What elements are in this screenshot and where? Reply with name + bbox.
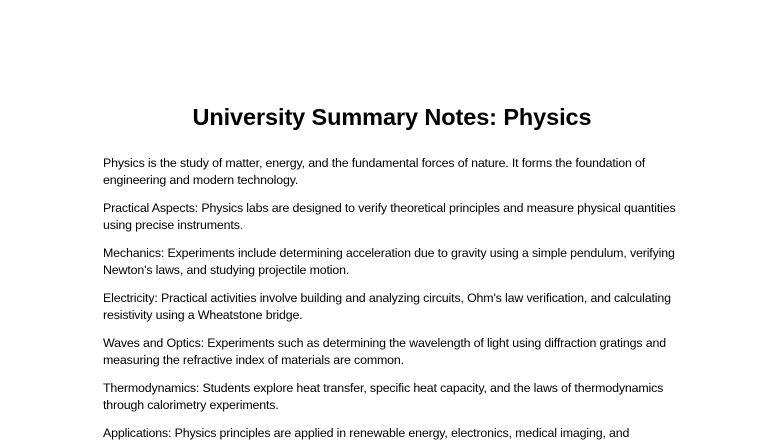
paragraph-practical-aspects: Practical Aspects: Physics labs are designed to verify theoretical principles and measure physical quantities using precise instruments.: [103, 201, 676, 232]
paragraph-mechanics: Mechanics: Experiments include determining acceleration due to gravity using a simple pendulum, verifying Newton's laws, and studying projectile motion.: [103, 246, 675, 277]
paragraph-applications: Applications: Physics principles are applied in renewable energy, electronics, medical imaging, and: [103, 426, 630, 440]
document-body: [103, 155, 693, 441]
paragraph-electricity: Electricity: Practical activities involve building and analyzing circuits, Ohm's law verification, and calculating resistivity using a Wheatstone bridge.: [103, 291, 671, 322]
paragraph-waves-optics: Waves and Optics: Experiments such as determining the wavelength of light using diffraction gratings and measuring the refractive index of materials are common.: [103, 336, 666, 367]
document-title: University Summary Notes: Physics: [192, 104, 592, 130]
paragraph-intro: Physics is the study of matter, energy, and the fundamental forces of nature. It forms the foundation of engineering and modern technology.: [103, 156, 646, 187]
paragraph-thermodynamics: Thermodynamics: Students explore heat transfer, specific heat capacity, and the laws of thermodynamics through calorimetry experiments.: [103, 381, 664, 412]
